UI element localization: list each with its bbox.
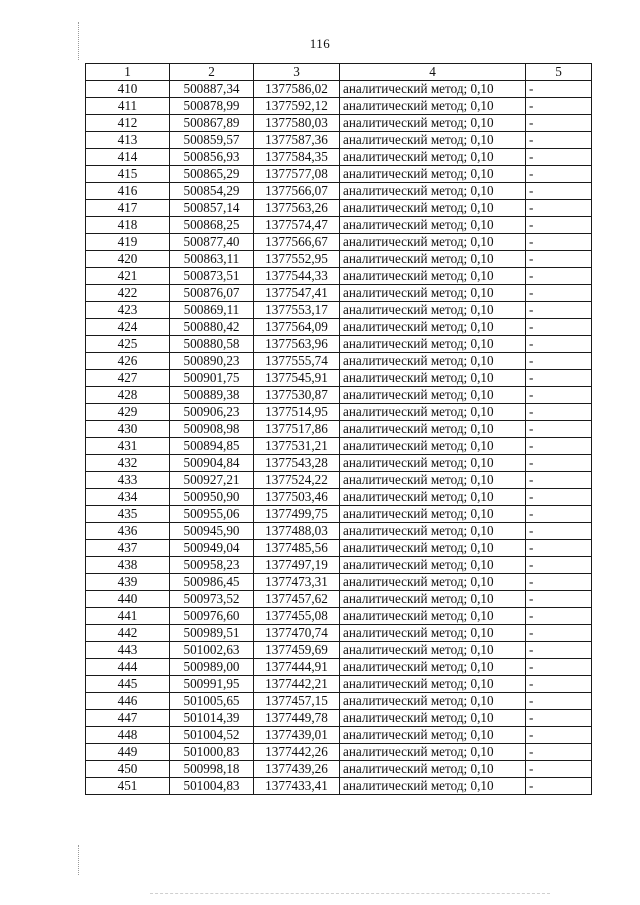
note-cell: -: [526, 455, 592, 472]
table-row: [86, 370, 592, 387]
page-number: 116: [309, 36, 331, 51]
y-coordinate-cell: 1377530,87: [254, 387, 340, 404]
x-coordinate-cell: 500906,23: [170, 404, 254, 421]
point-number-cell: 427: [86, 370, 170, 387]
method-cell: аналитический метод; 0,10: [340, 438, 526, 455]
method-cell: аналитический метод; 0,10: [340, 268, 526, 285]
method-cell: аналитический метод; 0,10: [340, 353, 526, 370]
table-row: [86, 336, 592, 353]
note-cell: -: [526, 540, 592, 557]
x-coordinate-cell: 500868,25: [170, 217, 254, 234]
note-cell: -: [526, 761, 592, 778]
table-row: [86, 472, 592, 489]
note-cell: -: [526, 744, 592, 761]
table-row: [86, 387, 592, 404]
table-row: [86, 506, 592, 523]
method-cell: аналитический метод; 0,10: [340, 115, 526, 132]
note-cell: -: [526, 149, 592, 166]
method-cell: аналитический метод; 0,10: [340, 166, 526, 183]
method-cell: аналитический метод; 0,10: [340, 183, 526, 200]
y-coordinate-cell: 1377439,01: [254, 727, 340, 744]
x-coordinate-cell: 500901,75: [170, 370, 254, 387]
table-row: [86, 421, 592, 438]
note-cell: -: [526, 557, 592, 574]
y-coordinate-cell: 1377531,21: [254, 438, 340, 455]
note-cell: -: [526, 132, 592, 149]
method-cell: аналитический метод; 0,10: [340, 591, 526, 608]
y-coordinate-cell: 1377544,33: [254, 268, 340, 285]
x-coordinate-cell: 500880,58: [170, 336, 254, 353]
table-row: [86, 642, 592, 659]
column-header-2: 2: [170, 64, 254, 81]
note-cell: -: [526, 98, 592, 115]
point-number-cell: 441: [86, 608, 170, 625]
method-cell: аналитический метод; 0,10: [340, 200, 526, 217]
x-coordinate-cell: 501014,39: [170, 710, 254, 727]
y-coordinate-cell: 1377455,08: [254, 608, 340, 625]
note-cell: -: [526, 285, 592, 302]
y-coordinate-cell: 1377497,19: [254, 557, 340, 574]
point-number-cell: 426: [86, 353, 170, 370]
y-coordinate-cell: 1377563,26: [254, 200, 340, 217]
note-cell: -: [526, 608, 592, 625]
point-number-cell: 432: [86, 455, 170, 472]
x-coordinate-cell: 500955,06: [170, 506, 254, 523]
x-coordinate-cell: 500873,51: [170, 268, 254, 285]
table-row: [86, 132, 592, 149]
table-row: [86, 302, 592, 319]
column-header-3: 3: [254, 64, 340, 81]
point-number-cell: 438: [86, 557, 170, 574]
method-cell: аналитический метод; 0,10: [340, 234, 526, 251]
y-coordinate-cell: 1377563,96: [254, 336, 340, 353]
y-coordinate-cell: 1377470,74: [254, 625, 340, 642]
table-row: [86, 166, 592, 183]
point-number-cell: 415: [86, 166, 170, 183]
note-cell: -: [526, 336, 592, 353]
table-body: [86, 81, 592, 795]
point-number-cell: 423: [86, 302, 170, 319]
point-number-cell: 437: [86, 540, 170, 557]
note-cell: -: [526, 302, 592, 319]
y-coordinate-cell: 1377459,69: [254, 642, 340, 659]
y-coordinate-cell: 1377433,41: [254, 778, 340, 795]
note-cell: -: [526, 387, 592, 404]
table-row: [86, 404, 592, 421]
x-coordinate-cell: 500945,90: [170, 523, 254, 540]
table-row: [86, 455, 592, 472]
table-row: [86, 540, 592, 557]
note-cell: -: [526, 710, 592, 727]
y-coordinate-cell: 1377439,26: [254, 761, 340, 778]
table-row: [86, 438, 592, 455]
x-coordinate-cell: 500950,90: [170, 489, 254, 506]
point-number-cell: 444: [86, 659, 170, 676]
note-cell: -: [526, 506, 592, 523]
method-cell: аналитический метод; 0,10: [340, 761, 526, 778]
x-coordinate-cell: 500876,07: [170, 285, 254, 302]
method-cell: аналитический метод; 0,10: [340, 506, 526, 523]
table-row: [86, 115, 592, 132]
note-cell: -: [526, 625, 592, 642]
y-coordinate-cell: 1377552,95: [254, 251, 340, 268]
y-coordinate-cell: 1377442,26: [254, 744, 340, 761]
y-coordinate-cell: 1377442,21: [254, 676, 340, 693]
method-cell: аналитический метод; 0,10: [340, 285, 526, 302]
method-cell: аналитический метод; 0,10: [340, 642, 526, 659]
note-cell: -: [526, 166, 592, 183]
method-cell: аналитический метод; 0,10: [340, 489, 526, 506]
table-row: [86, 98, 592, 115]
note-cell: -: [526, 574, 592, 591]
point-number-cell: 410: [86, 81, 170, 98]
point-number-cell: 440: [86, 591, 170, 608]
x-coordinate-cell: 500904,84: [170, 455, 254, 472]
note-cell: -: [526, 591, 592, 608]
y-coordinate-cell: 1377444,91: [254, 659, 340, 676]
method-cell: аналитический метод; 0,10: [340, 693, 526, 710]
table-row: [86, 285, 592, 302]
table-row: [86, 183, 592, 200]
y-coordinate-cell: 1377503,46: [254, 489, 340, 506]
x-coordinate-cell: 500867,89: [170, 115, 254, 132]
table-row: [86, 319, 592, 336]
point-number-cell: 449: [86, 744, 170, 761]
x-coordinate-cell: 500889,38: [170, 387, 254, 404]
x-coordinate-cell: 501002,63: [170, 642, 254, 659]
method-cell: аналитический метод; 0,10: [340, 302, 526, 319]
note-cell: -: [526, 489, 592, 506]
y-coordinate-cell: 1377587,36: [254, 132, 340, 149]
point-number-cell: 445: [86, 676, 170, 693]
method-cell: аналитический метод; 0,10: [340, 744, 526, 761]
table-row: [86, 710, 592, 727]
note-cell: -: [526, 370, 592, 387]
x-coordinate-cell: 500863,11: [170, 251, 254, 268]
note-cell: -: [526, 778, 592, 795]
point-number-cell: 420: [86, 251, 170, 268]
method-cell: аналитический метод; 0,10: [340, 523, 526, 540]
y-coordinate-cell: 1377473,31: [254, 574, 340, 591]
table-row: [86, 659, 592, 676]
method-cell: аналитический метод; 0,10: [340, 217, 526, 234]
table-row: [86, 591, 592, 608]
y-coordinate-cell: 1377564,09: [254, 319, 340, 336]
point-number-cell: 411: [86, 98, 170, 115]
x-coordinate-cell: 500998,18: [170, 761, 254, 778]
table-row: [86, 217, 592, 234]
x-coordinate-cell: 500908,98: [170, 421, 254, 438]
table-row: [86, 81, 592, 98]
x-coordinate-cell: 500890,23: [170, 353, 254, 370]
table-row: [86, 574, 592, 591]
method-cell: аналитический метод; 0,10: [340, 557, 526, 574]
column-header-4: 4: [340, 64, 526, 81]
table-row: [86, 676, 592, 693]
x-coordinate-cell: 500869,11: [170, 302, 254, 319]
note-cell: -: [526, 319, 592, 336]
note-cell: -: [526, 251, 592, 268]
note-cell: -: [526, 200, 592, 217]
x-coordinate-cell: 501004,83: [170, 778, 254, 795]
method-cell: аналитический метод; 0,10: [340, 727, 526, 744]
y-coordinate-cell: 1377524,22: [254, 472, 340, 489]
table-row: [86, 268, 592, 285]
point-number-cell: 436: [86, 523, 170, 540]
y-coordinate-cell: 1377547,41: [254, 285, 340, 302]
method-cell: аналитический метод; 0,10: [340, 387, 526, 404]
method-cell: аналитический метод; 0,10: [340, 251, 526, 268]
point-number-cell: 448: [86, 727, 170, 744]
method-cell: аналитический метод; 0,10: [340, 625, 526, 642]
x-coordinate-cell: 500986,45: [170, 574, 254, 591]
point-number-cell: 431: [86, 438, 170, 455]
note-cell: -: [526, 438, 592, 455]
method-cell: аналитический метод; 0,10: [340, 132, 526, 149]
method-cell: аналитический метод; 0,10: [340, 455, 526, 472]
y-coordinate-cell: 1377457,15: [254, 693, 340, 710]
y-coordinate-cell: 1377449,78: [254, 710, 340, 727]
point-number-cell: 433: [86, 472, 170, 489]
y-coordinate-cell: 1377584,35: [254, 149, 340, 166]
x-coordinate-cell: 500976,60: [170, 608, 254, 625]
method-cell: аналитический метод; 0,10: [340, 319, 526, 336]
point-number-cell: 451: [86, 778, 170, 795]
method-cell: аналитический метод; 0,10: [340, 608, 526, 625]
method-cell: аналитический метод; 0,10: [340, 540, 526, 557]
method-cell: аналитический метод; 0,10: [340, 472, 526, 489]
point-number-cell: 443: [86, 642, 170, 659]
note-cell: -: [526, 421, 592, 438]
x-coordinate-cell: 500989,51: [170, 625, 254, 642]
method-cell: аналитический метод; 0,10: [340, 81, 526, 98]
point-number-cell: 439: [86, 574, 170, 591]
scan-artifact-line: [150, 893, 550, 898]
point-number-cell: 422: [86, 285, 170, 302]
y-coordinate-cell: 1377488,03: [254, 523, 340, 540]
table-row: [86, 523, 592, 540]
x-coordinate-cell: 500973,52: [170, 591, 254, 608]
coordinates-table: [85, 63, 592, 795]
table-row: [86, 625, 592, 642]
table-row: [86, 353, 592, 370]
point-number-cell: 434: [86, 489, 170, 506]
method-cell: аналитический метод; 0,10: [340, 404, 526, 421]
binding-margin-mark: [78, 845, 80, 875]
method-cell: аналитический метод; 0,10: [340, 149, 526, 166]
note-cell: -: [526, 659, 592, 676]
note-cell: -: [526, 234, 592, 251]
x-coordinate-cell: 500880,42: [170, 319, 254, 336]
x-coordinate-cell: 500887,34: [170, 81, 254, 98]
x-coordinate-cell: 500859,57: [170, 132, 254, 149]
x-coordinate-cell: 500989,00: [170, 659, 254, 676]
x-coordinate-cell: 500857,14: [170, 200, 254, 217]
point-number-cell: 416: [86, 183, 170, 200]
table-row: [86, 727, 592, 744]
table-row: [86, 778, 592, 795]
table-row: [86, 744, 592, 761]
point-number-cell: 447: [86, 710, 170, 727]
column-header-5: 5: [526, 64, 592, 81]
point-number-cell: 435: [86, 506, 170, 523]
point-number-cell: 430: [86, 421, 170, 438]
y-coordinate-cell: 1377592,12: [254, 98, 340, 115]
y-coordinate-cell: 1377577,08: [254, 166, 340, 183]
note-cell: -: [526, 81, 592, 98]
method-cell: аналитический метод; 0,10: [340, 659, 526, 676]
y-coordinate-cell: 1377517,86: [254, 421, 340, 438]
point-number-cell: 428: [86, 387, 170, 404]
point-number-cell: 412: [86, 115, 170, 132]
table-row: [86, 693, 592, 710]
point-number-cell: 414: [86, 149, 170, 166]
table-row: [86, 200, 592, 217]
y-coordinate-cell: 1377545,91: [254, 370, 340, 387]
x-coordinate-cell: 500958,23: [170, 557, 254, 574]
note-cell: -: [526, 183, 592, 200]
y-coordinate-cell: 1377543,28: [254, 455, 340, 472]
y-coordinate-cell: 1377499,75: [254, 506, 340, 523]
y-coordinate-cell: 1377586,02: [254, 81, 340, 98]
note-cell: -: [526, 404, 592, 421]
point-number-cell: 442: [86, 625, 170, 642]
note-cell: -: [526, 727, 592, 744]
method-cell: аналитический метод; 0,10: [340, 710, 526, 727]
y-coordinate-cell: 1377566,67: [254, 234, 340, 251]
table-row: [86, 149, 592, 166]
point-number-cell: 417: [86, 200, 170, 217]
note-cell: -: [526, 217, 592, 234]
x-coordinate-cell: 500854,29: [170, 183, 254, 200]
note-cell: -: [526, 642, 592, 659]
table-row: [86, 608, 592, 625]
method-cell: аналитический метод; 0,10: [340, 574, 526, 591]
table-row: [86, 251, 592, 268]
method-cell: аналитический метод; 0,10: [340, 370, 526, 387]
method-cell: аналитический метод; 0,10: [340, 778, 526, 795]
y-coordinate-cell: 1377580,03: [254, 115, 340, 132]
note-cell: -: [526, 472, 592, 489]
point-number-cell: 446: [86, 693, 170, 710]
y-coordinate-cell: 1377514,95: [254, 404, 340, 421]
x-coordinate-cell: 501000,83: [170, 744, 254, 761]
x-coordinate-cell: 500949,04: [170, 540, 254, 557]
x-coordinate-cell: 500878,99: [170, 98, 254, 115]
point-number-cell: 413: [86, 132, 170, 149]
x-coordinate-cell: 500877,40: [170, 234, 254, 251]
x-coordinate-cell: 500894,85: [170, 438, 254, 455]
y-coordinate-cell: 1377457,62: [254, 591, 340, 608]
table-row: [86, 557, 592, 574]
column-header-1: 1: [86, 64, 170, 81]
point-number-cell: 418: [86, 217, 170, 234]
method-cell: аналитический метод; 0,10: [340, 421, 526, 438]
table-row: [86, 761, 592, 778]
note-cell: -: [526, 523, 592, 540]
y-coordinate-cell: 1377555,74: [254, 353, 340, 370]
y-coordinate-cell: 1377566,07: [254, 183, 340, 200]
table-row: [86, 489, 592, 506]
note-cell: -: [526, 115, 592, 132]
x-coordinate-cell: 500865,29: [170, 166, 254, 183]
x-coordinate-cell: 500856,93: [170, 149, 254, 166]
y-coordinate-cell: 1377553,17: [254, 302, 340, 319]
x-coordinate-cell: 500991,95: [170, 676, 254, 693]
y-coordinate-cell: 1377574,47: [254, 217, 340, 234]
y-coordinate-cell: 1377485,56: [254, 540, 340, 557]
point-number-cell: 450: [86, 761, 170, 778]
note-cell: -: [526, 268, 592, 285]
x-coordinate-cell: 500927,21: [170, 472, 254, 489]
point-number-cell: 421: [86, 268, 170, 285]
point-number-cell: 425: [86, 336, 170, 353]
note-cell: -: [526, 676, 592, 693]
method-cell: аналитический метод; 0,10: [340, 676, 526, 693]
point-number-cell: 429: [86, 404, 170, 421]
x-coordinate-cell: 501005,65: [170, 693, 254, 710]
point-number-cell: 424: [86, 319, 170, 336]
table-row: [86, 234, 592, 251]
note-cell: -: [526, 693, 592, 710]
table-header-row: [86, 64, 592, 81]
method-cell: аналитический метод; 0,10: [340, 336, 526, 353]
method-cell: аналитический метод; 0,10: [340, 98, 526, 115]
point-number-cell: 419: [86, 234, 170, 251]
note-cell: -: [526, 353, 592, 370]
x-coordinate-cell: 501004,52: [170, 727, 254, 744]
